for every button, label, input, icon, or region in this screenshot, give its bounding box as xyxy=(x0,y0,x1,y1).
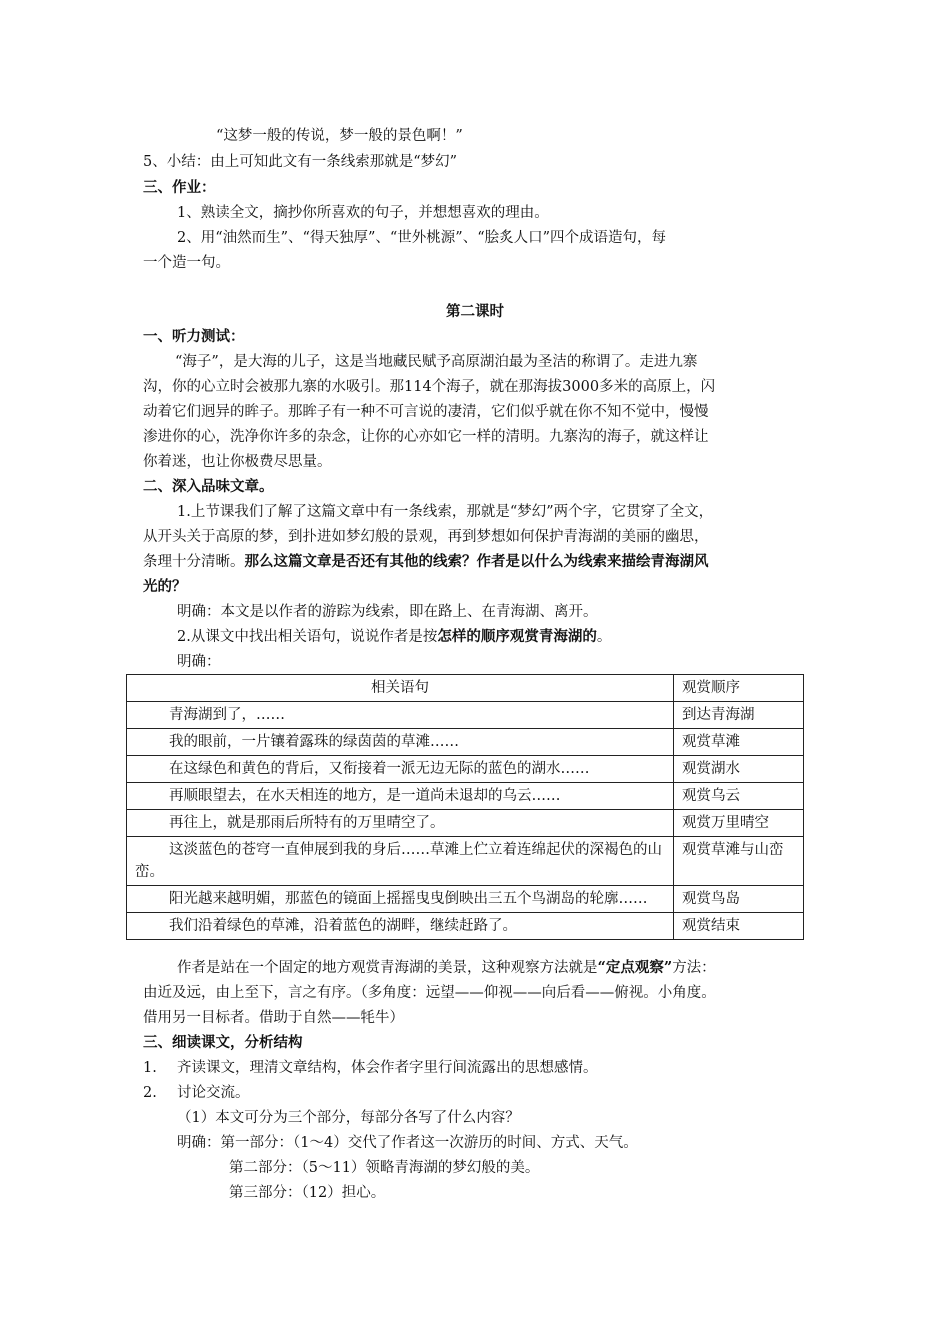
deep-heading: 二、深入品味文章。 xyxy=(143,478,274,495)
table-cell-order: 观赏草滩 xyxy=(674,729,804,756)
deep-p1-question-cont: 光的？ xyxy=(143,578,187,595)
table-cell-order: 到达青海湖 xyxy=(674,702,804,729)
table-cell-order: 观赏万里晴空 xyxy=(674,810,804,837)
quote-line: “这梦一般的传说，梦一般的景色啊！” xyxy=(216,128,463,144)
table-cell-order: 观赏结束 xyxy=(674,913,804,940)
read-item-1: 齐读课文，理清文章结构，体会作者字里行间流露出的思想感情。 xyxy=(177,1060,598,1076)
deep-p1-line-1: 1.上节课我们了解了这篇文章中有一条线索，那就是“梦幻”两个字，它贯穿了全文， xyxy=(177,504,714,520)
method-line-1-a: 作者是站在一个固定的地方观赏青海湖的美景，这种观察方法就是 xyxy=(177,960,598,976)
table-row xyxy=(127,886,804,913)
deep-answer-1: 明确：本文是以作者的游踪为线索，即在路上、在青海湖、离开。 xyxy=(177,604,598,620)
table-cell-order: 观赏鸟岛 xyxy=(674,886,804,913)
listening-line-2: 沟，你的心立时会被那九寨的水吸引。那114个海子，就在那海拔3000多米的高原上，闪 xyxy=(143,379,716,395)
homework-heading: 三、作业： xyxy=(143,179,216,196)
answer-part-1: 明确：第一部分：（1～4）交代了作者这一次游历的时间、方式、天气。 xyxy=(177,1135,638,1151)
question-1: （1）本文可分为三个部分，每部分各写了什么内容？ xyxy=(177,1110,520,1126)
table-cell-sentence: 青海湖到了，…… xyxy=(127,702,674,729)
deep-p1-line-3 xyxy=(143,552,709,572)
table-header-row xyxy=(127,675,804,702)
table-cell-sentence: 阳光越来越明媚，那蓝色的镜面上摇摇曳曳倒映出三五个鸟湖岛的轮廓…… xyxy=(127,886,674,913)
deep-p1-question: 那么这篇文章是否还有其他的线索？作者是以什么为线索来描绘青海湖风 xyxy=(244,553,709,570)
table-header-order: 观赏顺序 xyxy=(674,675,804,702)
method-line-1-b: 方法： xyxy=(672,960,716,976)
answer-part-3: 第三部分：（12）担心。 xyxy=(229,1185,386,1201)
table-cell-sentence: 在这绿色和黄色的背后，又衔接着一派无边无际的蓝色的湖水…… xyxy=(127,756,674,783)
listening-heading: 一、听力测试： xyxy=(143,328,245,345)
table-row xyxy=(127,810,804,837)
table-header-sentence: 相关语句 xyxy=(127,675,674,702)
homework-item-2: 2、用“油然而生”、“得天独厚”、“世外桃源”、“脍炙人口”四个成语造句，每 xyxy=(177,230,667,246)
read-item-2: 讨论交流。 xyxy=(177,1085,250,1101)
table-row xyxy=(127,837,804,886)
table-cell-sentence: 再顺眼望去，在水天相连的地方，是一道尚未退却的乌云…… xyxy=(127,783,674,810)
listening-line-5: 你着迷，也让你极费尽思量。 xyxy=(143,454,332,470)
table-row xyxy=(127,702,804,729)
table-cell-sentence: 再往上，就是那雨后所特有的万里晴空了。 xyxy=(127,810,674,837)
deep-p2-end: 。 xyxy=(596,629,612,645)
deep-p2-bold: 怎样的顺序观赏青海湖的 xyxy=(437,628,597,645)
deep-p1-line-3-normal: 条理十分清晰。 xyxy=(143,554,245,570)
table-cell-order: 观赏湖水 xyxy=(674,756,804,783)
viewing-order-table xyxy=(126,674,804,940)
table-row xyxy=(127,756,804,783)
table-row xyxy=(127,783,804,810)
table-cell-sentence: 我们沿着绿色的草滩，沿着蓝色的湖畔，继续赶路了。 xyxy=(127,913,674,940)
lesson-title: 第二课时 xyxy=(446,303,504,320)
deep-p2 xyxy=(177,627,611,647)
listening-line-1: “海子”，是大海的儿子，这是当地藏民赋予高原湖泊最为圣洁的称谓了。走进九寨 xyxy=(175,354,698,370)
answer-part-2: 第二部分：（5～11）领略青海湖的梦幻般的美。 xyxy=(229,1160,540,1176)
table-row xyxy=(127,729,804,756)
table-cell-order: 观赏草滩与山峦 xyxy=(674,837,804,886)
read-item-2-num: 2. xyxy=(143,1085,157,1101)
homework-item-2-cont: 一个造一句。 xyxy=(143,255,230,271)
method-line-2: 由近及远，由上至下，言之有序。（多角度：远望——仰视——向后看——俯视。小角度。 xyxy=(143,985,716,1001)
listening-line-4: 渗进你的心，洗净你许多的杂念，让你的心亦如它一样的清明。九寨沟的海子，就这样让 xyxy=(143,429,709,445)
read-heading: 三、细读课文，分析结构 xyxy=(143,1034,303,1051)
summary-line: 5、小结：由上可知此文有一条线索那就是“梦幻” xyxy=(143,154,458,170)
method-fixed-point: “定点观察” xyxy=(597,959,673,976)
table-cell-sentence: 这淡蓝色的苍穹一直伸展到我的身后……草滩上伫立着连绵起伏的深褐色的山峦。 xyxy=(127,837,674,886)
table-row xyxy=(127,913,804,940)
method-line-3: 借用另一目标者。借助于自然——牦牛） xyxy=(143,1010,404,1026)
deep-p2-normal: 2.从课文中找出相关语句，说说作者是按 xyxy=(177,629,438,645)
deep-p1-line-2: 从开头关于高原的梦，到扑进如梦幻般的景观，再到梦想如何保护青海湖的美丽的幽思， xyxy=(143,529,709,545)
read-item-1-num: 1. xyxy=(143,1060,157,1076)
homework-item-1: 1、熟读全文，摘抄你所喜欢的句子，并想想喜欢的理由。 xyxy=(177,205,549,221)
table-cell-sentence: 我的眼前，一片镶着露珠的绿茵茵的草滩…… xyxy=(127,729,674,756)
table-cell-order: 观赏乌云 xyxy=(674,783,804,810)
deep-answer-2: 明确： xyxy=(177,654,221,670)
method-line-1 xyxy=(177,958,716,978)
listening-line-3: 动着它们迥异的眸子。那眸子有一种不可言说的凄清，它们似乎就在你不知不觉中，慢慢 xyxy=(143,404,709,420)
